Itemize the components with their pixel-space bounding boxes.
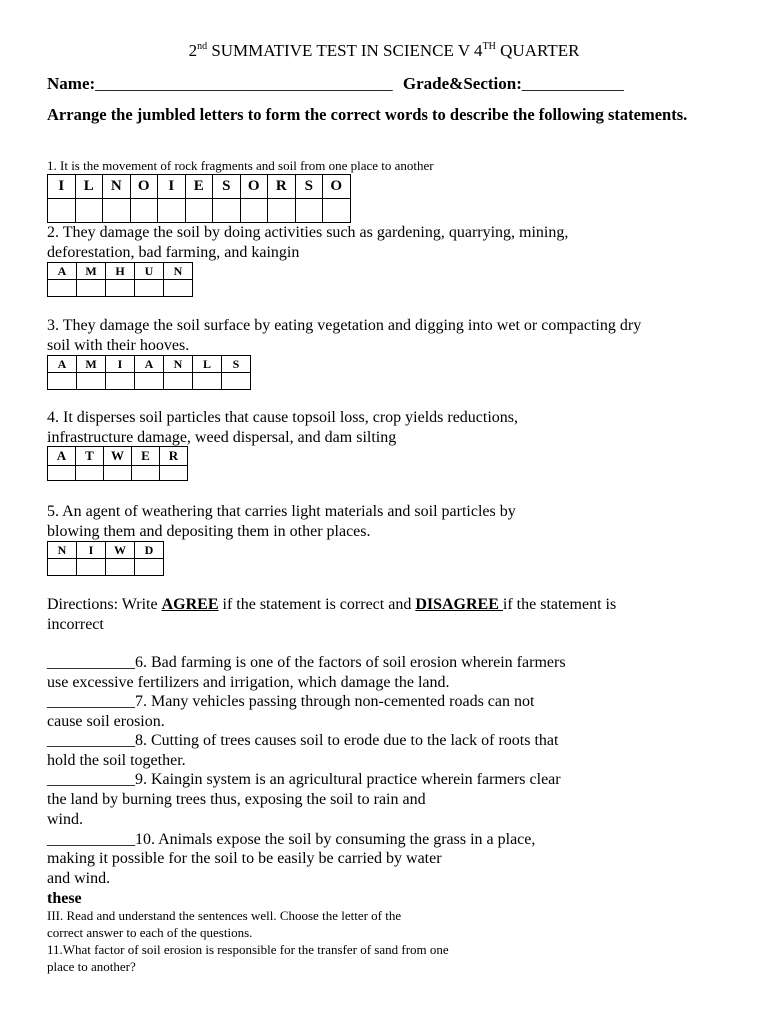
directions-line-2: incorrect bbox=[47, 616, 104, 633]
disagree-keyword: DISAGREE bbox=[415, 596, 503, 613]
letter-grid-3 bbox=[47, 355, 251, 390]
answer-row bbox=[48, 199, 351, 223]
letter-cell: M bbox=[77, 263, 106, 280]
letter-cell: A bbox=[48, 356, 77, 373]
answer-cell[interactable] bbox=[295, 199, 323, 223]
answer-row bbox=[48, 280, 193, 297]
agree-keyword: AGREE bbox=[161, 596, 219, 613]
letter-grid-2 bbox=[47, 262, 193, 297]
directions-text: if the statement is bbox=[502, 596, 617, 613]
answer-cell[interactable] bbox=[130, 199, 158, 223]
answer-cell[interactable] bbox=[48, 466, 76, 481]
question-5-line-1: 5. An agent of weathering that carries light materials and soil particles by bbox=[47, 503, 516, 520]
item-9-line-3: wind. bbox=[47, 811, 83, 828]
letter-cell: E bbox=[185, 175, 213, 199]
answer-cell[interactable] bbox=[135, 559, 164, 576]
part3-directions-line-2: correct answer to each of the questions. bbox=[47, 925, 253, 940]
item-8-line-2: hold the soil together. bbox=[47, 752, 186, 769]
letter-cell: I bbox=[158, 175, 186, 199]
answer-cell[interactable] bbox=[77, 559, 106, 576]
jumbled-letters-row bbox=[48, 542, 164, 559]
letter-cell: L bbox=[193, 356, 222, 373]
answer-cell[interactable] bbox=[75, 199, 103, 223]
letter-cell: O bbox=[240, 175, 268, 199]
letter-cell: S bbox=[295, 175, 323, 199]
item-6-line-2: use excessive fertilizers and irrigation, which damage the land. bbox=[47, 674, 450, 691]
letter-cell: W bbox=[106, 542, 135, 559]
answer-cell[interactable] bbox=[77, 373, 106, 390]
jumbled-letters-row bbox=[48, 175, 351, 199]
answer-cell[interactable] bbox=[104, 466, 132, 481]
grade-section-label: Grade&Section: bbox=[402, 74, 522, 93]
answer-cell[interactable] bbox=[77, 280, 106, 297]
letter-cell: R bbox=[160, 447, 188, 466]
item-9-line-2: the land by burning trees thus, exposing the soil to rain and bbox=[47, 791, 426, 808]
answer-cell[interactable] bbox=[106, 373, 135, 390]
item-10-line-3: and wind. bbox=[47, 870, 111, 887]
directions bbox=[47, 595, 616, 615]
letter-grid-4 bbox=[47, 446, 188, 481]
answer-cell[interactable] bbox=[158, 199, 186, 223]
letter-cell: O bbox=[130, 175, 158, 199]
answer-cell[interactable] bbox=[48, 280, 77, 297]
answer-row bbox=[48, 466, 188, 481]
answer-row bbox=[48, 373, 251, 390]
letter-cell: I bbox=[77, 542, 106, 559]
letter-cell: N bbox=[48, 542, 77, 559]
letter-cell: A bbox=[48, 263, 77, 280]
letter-cell: O bbox=[323, 175, 351, 199]
letter-cell: L bbox=[75, 175, 103, 199]
letter-cell: A bbox=[48, 447, 76, 466]
question-11-line-2: place to another? bbox=[47, 959, 136, 974]
letter-cell: U bbox=[135, 263, 164, 280]
question-4-line-1: 4. It disperses soil particles that cause topsoil loss, crop yields reductions, bbox=[47, 409, 519, 426]
letter-cell: S bbox=[222, 356, 251, 373]
letter-grid-1 bbox=[47, 174, 351, 223]
answer-cell[interactable] bbox=[103, 199, 131, 223]
jumbled-letters-row bbox=[48, 447, 188, 466]
answer-cell[interactable] bbox=[132, 466, 160, 481]
grade-section-line: ____________ bbox=[521, 74, 624, 93]
letter-cell: R bbox=[268, 175, 296, 199]
name-label: Name: bbox=[47, 74, 96, 93]
item-7-line-1: ___________7. Many vehicles passing through non-cemented roads can not bbox=[47, 693, 535, 710]
test-title: 2nd SUMMATIVE TEST IN SCIENCE V 4TH QUARTER bbox=[188, 41, 580, 60]
letter-cell: M bbox=[77, 356, 106, 373]
letter-cell: N bbox=[164, 356, 193, 373]
answer-cell[interactable] bbox=[222, 373, 251, 390]
name-grade-row bbox=[47, 74, 624, 94]
letter-cell: H bbox=[106, 263, 135, 280]
answer-cell[interactable] bbox=[185, 199, 213, 223]
letter-cell: I bbox=[48, 175, 76, 199]
letter-cell: W bbox=[104, 447, 132, 466]
answer-cell[interactable] bbox=[106, 559, 135, 576]
directions-text: if the statement is correct and bbox=[218, 596, 416, 613]
name-line: ___________________________________ bbox=[95, 74, 393, 93]
letter-grid-5 bbox=[47, 541, 164, 576]
answer-cell[interactable] bbox=[268, 199, 296, 223]
letter-cell: S bbox=[213, 175, 241, 199]
item-6-line-1: ___________6. Bad farming is one of the factors of soil erosion wherein farmers bbox=[47, 654, 566, 671]
answer-row bbox=[48, 559, 164, 576]
part3-directions-line-1: III. Read and understand the sentences well. Choose the letter of the bbox=[47, 908, 402, 923]
stray-word: these bbox=[47, 890, 82, 907]
answer-cell[interactable] bbox=[76, 466, 104, 481]
question-3-line-2: soil with their hooves. bbox=[47, 337, 190, 354]
answer-cell[interactable] bbox=[240, 199, 268, 223]
answer-cell[interactable] bbox=[48, 199, 76, 223]
answer-cell[interactable] bbox=[135, 373, 164, 390]
answer-cell[interactable] bbox=[164, 280, 193, 297]
letter-cell: N bbox=[164, 263, 193, 280]
answer-cell[interactable] bbox=[48, 559, 77, 576]
answer-cell[interactable] bbox=[164, 373, 193, 390]
question-2-line-2: deforestation, bad farming, and kaingin bbox=[47, 244, 300, 261]
question-11-line-1: 11.What factor of soil erosion is responsible for the transfer of sand from one bbox=[47, 942, 449, 957]
answer-cell[interactable] bbox=[106, 280, 135, 297]
item-9-line-1: ___________9. Kaingin system is an agricultural practice wherein farmers clear bbox=[47, 771, 561, 788]
letter-cell: E bbox=[132, 447, 160, 466]
letter-cell: I bbox=[106, 356, 135, 373]
letter-cell: T bbox=[76, 447, 104, 466]
answer-cell[interactable] bbox=[48, 373, 77, 390]
item-8-line-1: ___________8. Cutting of trees causes soil to erode due to the lack of roots that bbox=[47, 732, 559, 749]
answer-cell[interactable] bbox=[213, 199, 241, 223]
letter-cell: N bbox=[103, 175, 131, 199]
jumbled-letters-row bbox=[48, 263, 193, 280]
instructions: Arrange the jumbled letters to form the correct words to describe the following statements. bbox=[47, 105, 688, 124]
directions-text: Directions: Write bbox=[47, 596, 162, 613]
item-10-line-1: ___________10. Animals expose the soil by consuming the grass in a place, bbox=[47, 831, 536, 848]
answer-cell[interactable] bbox=[135, 280, 164, 297]
answer-cell[interactable] bbox=[193, 373, 222, 390]
question-1: 1. It is the movement of rock fragments and soil from one place to another bbox=[47, 158, 434, 173]
letter-cell: D bbox=[135, 542, 164, 559]
question-2-line-1: 2. They damage the soil by doing activities such as gardening, quarrying, mining, bbox=[47, 224, 569, 241]
answer-cell[interactable] bbox=[160, 466, 188, 481]
letter-cell: A bbox=[135, 356, 164, 373]
item-10-line-2: making it possible for the soil to be easily be carried by water bbox=[47, 850, 442, 867]
item-7-line-2: cause soil erosion. bbox=[47, 713, 165, 730]
answer-cell[interactable] bbox=[323, 199, 351, 223]
jumbled-letters-row bbox=[48, 356, 251, 373]
question-5-line-2: blowing them and depositing them in other places. bbox=[47, 523, 371, 540]
question-3-line-1: 3. They damage the soil surface by eating vegetation and digging into wet or compacting dry bbox=[47, 317, 642, 334]
question-4-line-2: infrastructure damage, weed dispersal, and dam silting bbox=[47, 429, 397, 446]
